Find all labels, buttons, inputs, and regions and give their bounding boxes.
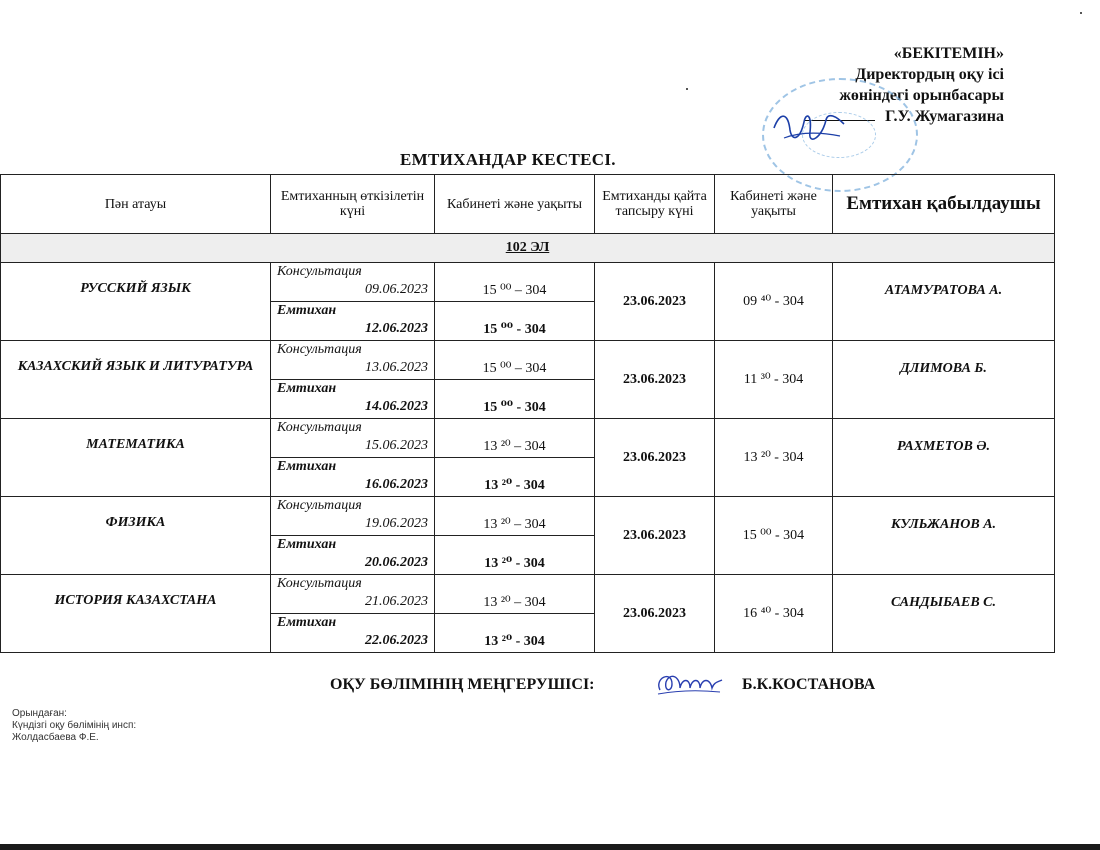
examiner-name: ДЛИМОВА Б. bbox=[833, 341, 1055, 419]
exam-label: Емтихан bbox=[277, 459, 337, 474]
subject-name: РУССКИЙ ЯЗЫК bbox=[1, 263, 271, 341]
exam-schedule-table bbox=[0, 174, 1055, 653]
table-row bbox=[1, 263, 1055, 302]
head-position: ОҚУ БӨЛІМІНІҢ МЕҢГЕРУШІСІ: bbox=[330, 676, 595, 693]
retake-date: 23.06.2023 bbox=[595, 341, 715, 419]
retake-date: 23.06.2023 bbox=[595, 419, 715, 497]
consultation-time: 15 ⁰⁰ – 304 bbox=[435, 341, 595, 380]
consultation-time: 15 ⁰⁰ – 304 bbox=[435, 263, 595, 302]
consultation-time: 13 ²⁰ – 304 bbox=[435, 497, 595, 536]
head-name: Б.К.КОСТАНОВА bbox=[742, 676, 876, 693]
retake-date: 23.06.2023 bbox=[595, 575, 715, 653]
subject-name: ИСТОРИЯ КАЗАХСТАНА bbox=[1, 575, 271, 653]
approval-position-line: Директордың оқу ісі bbox=[855, 66, 1004, 83]
prepared-by-position: Күндізгі оқу бөлімінің инсп: bbox=[12, 720, 137, 731]
header-exam-date: Емтиханның өткізілетін күні bbox=[271, 175, 435, 234]
consultation-time: 13 ²⁰ – 304 bbox=[435, 419, 595, 458]
scan-speck bbox=[686, 88, 688, 90]
consultation-label: Консультация bbox=[277, 342, 362, 357]
examiner-name: РАХМЕТОВ Ә. bbox=[833, 419, 1055, 497]
examiner-name: САНДЫБАЕВ С. bbox=[833, 575, 1055, 653]
consultation-cell bbox=[271, 263, 435, 302]
consultation-label: Консультация bbox=[277, 576, 362, 591]
prepared-by-label: Орындаған: bbox=[12, 708, 67, 719]
exam-cell bbox=[271, 614, 435, 653]
exam-date: 12.06.2023 bbox=[365, 321, 428, 336]
group-name: 102 ЭЛ bbox=[1, 234, 1055, 263]
header-retake-date: Емтиханды қайта тапсыру күні bbox=[595, 175, 715, 234]
retake-time: 13 ²⁰ - 304 bbox=[715, 419, 833, 497]
consultation-cell bbox=[271, 575, 435, 614]
consultation-label: Консультация bbox=[277, 264, 362, 279]
approver-name-text: Г.У. Жумагазина bbox=[885, 108, 1004, 125]
head-signature bbox=[650, 668, 725, 700]
table-row bbox=[1, 497, 1055, 536]
approval-position-line: жөніндегі орынбасары bbox=[839, 87, 1004, 104]
exam-time: 13 ²⁰ - 304 bbox=[435, 536, 595, 575]
retake-time: 15 ⁰⁰ - 304 bbox=[715, 497, 833, 575]
header-examiner: Емтихан қабылдаушы bbox=[833, 175, 1055, 234]
scan-speck bbox=[1080, 12, 1082, 14]
subject-name: ФИЗИКА bbox=[1, 497, 271, 575]
exam-label: Емтихан bbox=[277, 303, 337, 318]
retake-time: 16 ⁴⁰ - 304 bbox=[715, 575, 833, 653]
consultation-label: Консультация bbox=[277, 420, 362, 435]
table-header-row bbox=[1, 175, 1055, 234]
exam-date: 22.06.2023 bbox=[365, 633, 428, 648]
consultation-date: 19.06.2023 bbox=[365, 516, 428, 531]
head-of-department-line bbox=[330, 676, 876, 694]
subject-name: МАТЕМАТИКА bbox=[1, 419, 271, 497]
prepared-by-block bbox=[12, 708, 136, 744]
consultation-date: 21.06.2023 bbox=[365, 594, 428, 609]
retake-date: 23.06.2023 bbox=[595, 497, 715, 575]
group-row bbox=[1, 234, 1055, 263]
consultation-date: 09.06.2023 bbox=[365, 282, 428, 297]
consultation-date: 13.06.2023 bbox=[365, 360, 428, 375]
exam-cell bbox=[271, 458, 435, 497]
examiner-name: АТАМУРАТОВА А. bbox=[833, 263, 1055, 341]
page-title: ЕМТИХАНДАР КЕСТЕСІ. bbox=[400, 150, 616, 169]
prepared-by-name: Жолдасбаева Ф.Е. bbox=[12, 732, 99, 743]
examiner-name: КУЛЬЖАНОВ А. bbox=[833, 497, 1055, 575]
consultation-date: 15.06.2023 bbox=[365, 438, 428, 453]
table-row bbox=[1, 341, 1055, 380]
deputy-signature bbox=[770, 102, 850, 152]
exam-time: 15 ⁰⁰ - 304 bbox=[435, 380, 595, 419]
scan-edge bbox=[0, 844, 1100, 850]
header-subject: Пән атауы bbox=[1, 175, 271, 234]
retake-time: 11 ³⁰ - 304 bbox=[715, 341, 833, 419]
consultation-cell bbox=[271, 341, 435, 380]
exam-time: 13 ²⁰ - 304 bbox=[435, 458, 595, 497]
exam-date: 14.06.2023 bbox=[365, 399, 428, 414]
retake-date: 23.06.2023 bbox=[595, 263, 715, 341]
header-room-time: Кабинеті және уақыты bbox=[435, 175, 595, 234]
exam-time: 13 ²⁰ - 304 bbox=[435, 614, 595, 653]
consultation-time: 13 ²⁰ – 304 bbox=[435, 575, 595, 614]
table-row bbox=[1, 419, 1055, 458]
approval-heading: «БЕКІТЕМІН» bbox=[893, 45, 1004, 62]
consultation-cell bbox=[271, 419, 435, 458]
exam-cell bbox=[271, 536, 435, 575]
exam-label: Емтихан bbox=[277, 381, 337, 396]
exam-label: Емтихан bbox=[277, 615, 337, 630]
exam-label: Емтихан bbox=[277, 537, 337, 552]
exam-date: 20.06.2023 bbox=[365, 555, 428, 570]
exam-time: 15 ⁰⁰ - 304 bbox=[435, 302, 595, 341]
consultation-label: Консультация bbox=[277, 498, 362, 513]
subject-name: КАЗАХСКИЙ ЯЗЫК И ЛИТУРАТУРА bbox=[1, 341, 271, 419]
table-row bbox=[1, 575, 1055, 614]
retake-time: 09 ⁴⁰ - 304 bbox=[715, 263, 833, 341]
header-retake-room: Кабинеті және уақыты bbox=[715, 175, 833, 234]
exam-date: 16.06.2023 bbox=[365, 477, 428, 492]
consultation-cell bbox=[271, 497, 435, 536]
exam-cell bbox=[271, 302, 435, 341]
exam-cell bbox=[271, 380, 435, 419]
